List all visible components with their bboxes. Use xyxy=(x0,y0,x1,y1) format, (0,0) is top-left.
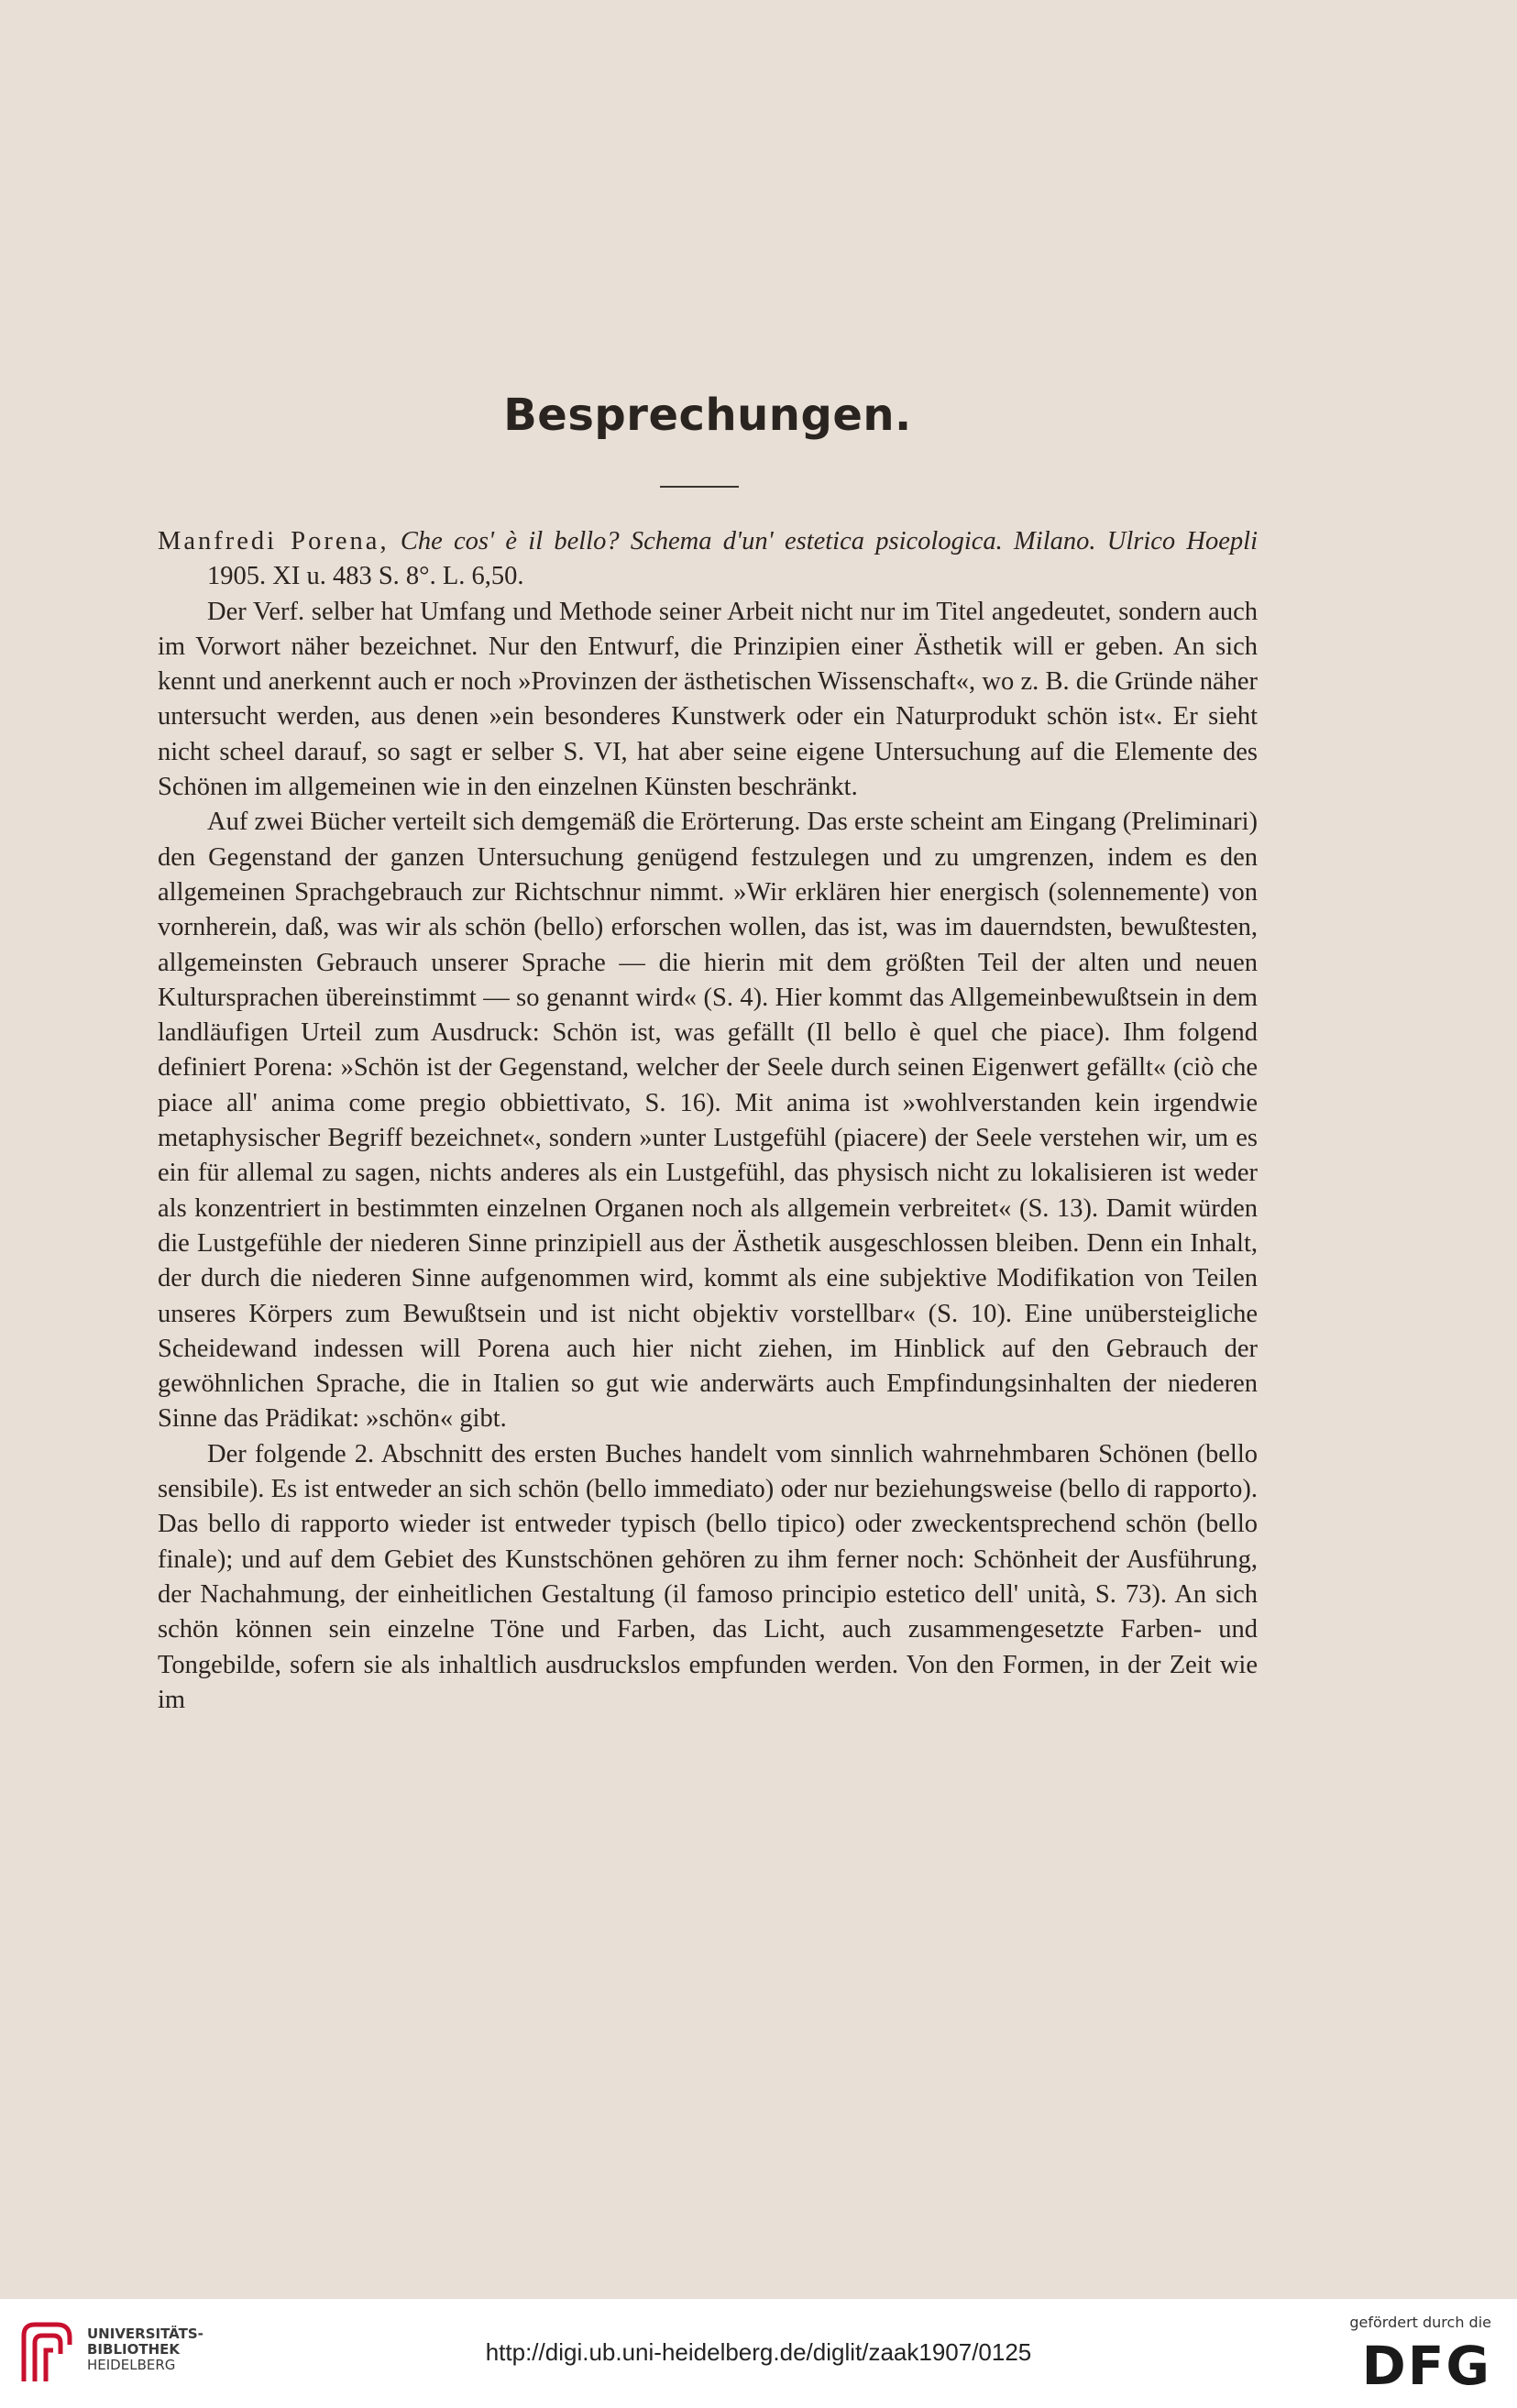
paragraph-1: Der Verf. selber hat Umfang und Methode seiner Arbeit nicht nur im Titel angedeutet, sondern auch im Vorwort näher bezeichnet. Nur den Entwurf, die Prinzipien einer Ästhetik will er geben. An sich kennt und anerkennt auch er noch »Provinzen der ästhetischen Wissenschaft«, wo z. B. die Gründe näher untersucht werden, aus denen »ein besonderes Kunstwerk oder ein Naturprodukt schön ist«. Er sieht nicht scheel darauf, so sagt er selber S. VI, hat aber seine eigene Untersuchung auf die Elemente des Schönen im allgemeinen wie in den einzelnen Künsten beschränkt. xyxy=(158,597,1258,802)
permalink-url[interactable]: http://digi.ub.uni-heidelberg.de/diglit/zaak1907/0125 xyxy=(485,2338,1032,2366)
heading-rule xyxy=(660,486,739,488)
citation-title: Che cos' è il bello? Schema d'un' estetica psicologica. Milano. Ulrico Hoepli xyxy=(400,527,1258,555)
dfg-logo: DFG xyxy=(1361,2335,1491,2397)
footer-bar xyxy=(0,2299,1517,2408)
citation-author: Manfredi Porena, xyxy=(158,527,390,555)
review-body xyxy=(158,524,1258,1718)
section-heading: Besprechungen. xyxy=(503,390,912,441)
funding-label: gefördert durch die xyxy=(1349,2314,1491,2331)
paragraph-2: Auf zwei Bücher verteilt sich demgemäß die Erörterung. Das erste scheint am Eingang (Preliminari) den Gegenstand der ganzen Untersuchung genügend festzulegen und zu umgrenzen, indem es den allgemeinen Sprachgebrauch zur Richtschnur nimmt. »Wir erklären hier energisch (solennemente) von vornherein, daß, was wir als schön (bello) erforschen wollen, das ist, was im dauerndsten, bewußtesten, allgemeinsten Gebrauch unserer Sprache — die hierin mit dem größten Teil der alten und neuen Kultursprachen übereinstimmt — so genannt wird« (S. 4). Hier kommt das Allgemeinbewußtsein in dem landläufigen Urteil zum Ausdruck: Schön ist, was gefällt (Il bello è quel che piace). Ihm folgend definiert Porena: »Schön ist der Gegenstand, welcher der Seele durch seinen Eigenwert gefällt« (ciò che piace all' anima come pregio obbiettivato, S. 16). Mit anima ist »wohlverstanden kein irgendwie metaphysischer Begriff bezeichnet«, sondern »unter Lustgefühl (piacere) der Seele verstehen wir, um es ein für allemal zu sagen, nichts anderes als ein Lustgefühl, das physisch nicht zu lokalisieren ist weder als konzentriert in bestimmten einzelnen Organen noch als allgemein verbreitet« (S. 13). Damit würden die Lustgefühle der niederen Sinne prinzipiell aus der Ästhetik ausgeschlossen bleiben. Denn ein Inhalt, der durch die niederen Sinne aufgenommen wird, kommt als eine subjektive Modifikation von Teilen unseres Körpers zum Bewußtsein und ist nicht objektiv vorstellbar« (S. 10). Eine unübersteigliche Scheidewand indessen will Porena auch hier nicht ziehen, im Hinblick auf den Gebrauch der gewöhnlichen Sprache, die in Italien so gut wie anderwärts auch Empfindungsinhalten der niederen Sinne das Prädikat: »schön« gibt. xyxy=(158,808,1258,1434)
library-name-line3: HEIDELBERG xyxy=(87,2357,176,2373)
citation-details: 1905. XI u. 483 S. 8°. L. 6,50. xyxy=(207,562,524,591)
paragraph-3: Der folgende 2. Abschnitt des ersten Buches handelt vom sinnlich wahrnehmbaren Schönen (bello sensibile). Es ist entweder an sich schön (bello immediato) oder nur beziehungsweise (bello di rapporto). Das bello di rapporto wieder ist entweder typisch (bello tipico) oder zweckentsprechend schön (bello finale); und auf dem Gebiet des Kunstschönen gehören zu ihm ferner noch: Schönheit der Ausführung, der Nachahmung, der einheitlichen Gestaltung (il famoso principio estetico dell' unità, S. 73). An sich schön können sein einzelne Töne und Farben, das Licht, auch zusammengesetzte Farben- und Tongebilde, sofern sie als inhaltlich ausdruckslos empfunden werden. Von den Formen, in der Zeit wie im xyxy=(158,1439,1258,1714)
library-name-line2: BIBLIOTHEK xyxy=(87,2341,180,2358)
library-name-line1: UNIVERSITÄTS- xyxy=(87,2326,203,2342)
citation xyxy=(158,524,1258,595)
